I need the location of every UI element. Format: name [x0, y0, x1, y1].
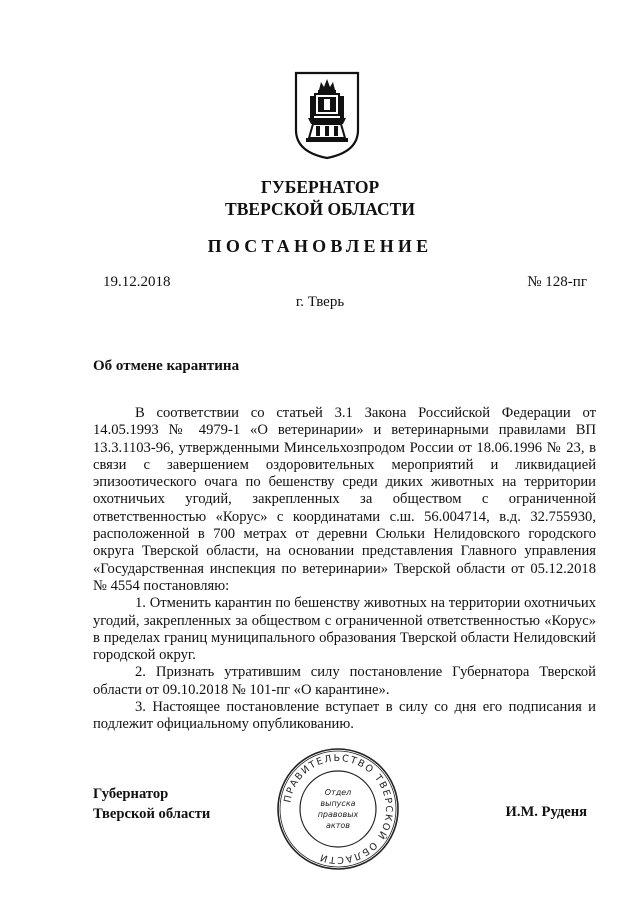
- document-number: № 128-пг: [527, 274, 587, 290]
- tver-coat-of-arms-icon: [293, 70, 361, 160]
- org-title-line1: ГУБЕРНАТОР: [260, 177, 380, 197]
- signatory-title-line1: Губернатор: [93, 786, 169, 802]
- body-item-1: 1. Отменить карантин по бешенству животных на территории охотничьих угодий, закрепленных за обществом с ограниченной ответственностью «Корус» в пределах границ муниципального образования Тверской области Нелидовский городской округ.: [93, 595, 596, 664]
- document-city: г. Тверь: [295, 294, 345, 310]
- document-body: [93, 405, 596, 734]
- body-preamble: В соответствии со статьей 3.1 Закона Российской Федерации от 14.05.1993 № 4979-1 «О ветеринарии» и ветеринарными правилами ВП 13.3.1103-96, утвержденными Минсельхозпродом России от 18.06.1996 № 23, в связи с завершением оздоровительных мероприятий и ликвидацией эпизоотического очага по бешенству среди диких животных на территории охотничьих угодий, закрепленных за обществом с ограниченной ответственностью «Корус» с координатами с.ш. 56.004714, в.д. 32.755930, расположенной в 700 метрах от деревни Сюльки Нелидовского городского округа Тверской области, на основании представления Главного управления «Государственная инспекция по ветеринарии» Тверской области от 05.12.2018 № 4554 постановляю:: [93, 405, 596, 594]
- document-subject: Об отмене карантина: [93, 358, 240, 374]
- stamp-center-line2: выпуска: [320, 799, 356, 808]
- signatory-title-line2: Тверской области: [93, 806, 211, 822]
- signatory-title: [93, 784, 210, 824]
- stamp-center-line3: правовых: [317, 810, 359, 819]
- body-item-3: 3. Настоящее постановление вступает в силу со дня его подписания и подлежит официальному опубликованию.: [93, 699, 596, 733]
- body-item-2: 2. Признать утратившим силу постановление Губернатора Тверской области от 09.10.2018 № 101-пг «О карантине».: [93, 664, 596, 698]
- official-stamp: [276, 747, 400, 871]
- document-date: 19.12.2018: [103, 274, 171, 290]
- stamp-ring-text: ПРАВИТЕЛЬСТВО ТВЕРСКОЙ ОБЛАСТИ: [282, 752, 395, 866]
- org-title-line2: ТВЕРСКОЙ ОБЛАСТИ: [225, 199, 415, 219]
- document-type: ПОСТАНОВЛЕНИЕ: [207, 236, 433, 256]
- stamp-center-line4: актов: [325, 821, 351, 830]
- signatory-name: И.М. Руденя: [505, 804, 587, 820]
- stamp-center-line1: Отдел: [324, 788, 352, 797]
